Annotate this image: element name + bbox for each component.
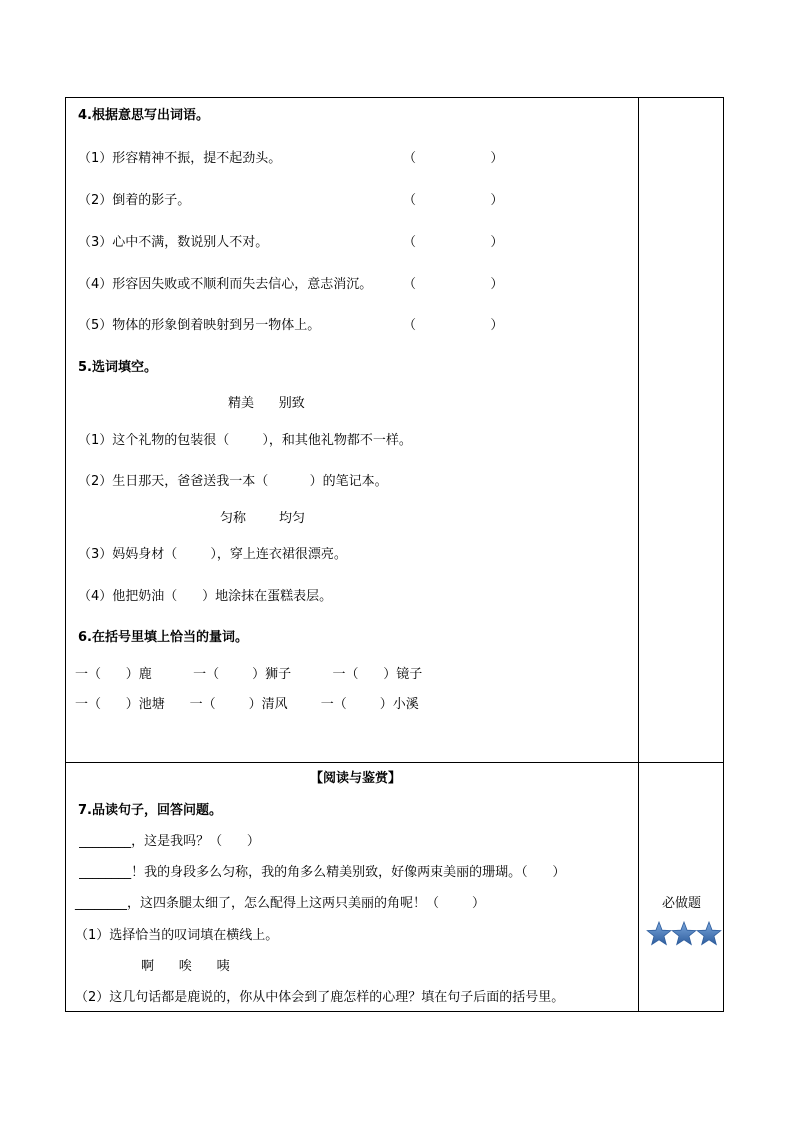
- s4-item-5: （5）物体的形象倒着映射到另一物体上。: [78, 318, 321, 333]
- difficulty-stars: [646, 920, 722, 948]
- r-question-1: （1）选择恰当的叹词填在横线上。: [75, 928, 279, 943]
- s4-item-3: （3）心中不满，数说别人不对。: [78, 235, 269, 250]
- s5-question-2: （2）生日那天，爸爸送我一本（ ）的笔记本。: [78, 474, 388, 489]
- s5-question-4: （4）他把奶油（ ）地涂抹在蛋糕表层。: [78, 589, 333, 604]
- s4-blank-5: （ ）: [403, 318, 504, 333]
- s4-item-4: （4）形容因失败或不顺利而失去信心，意志消沉。: [78, 277, 373, 292]
- section-5-title: 5.选词填空。: [78, 360, 157, 375]
- star-icon-1: [647, 922, 671, 945]
- section-4-title: 4.根据意思写出词语。: [78, 108, 209, 123]
- s4-item-2: （2）倒着的影子。: [78, 193, 191, 208]
- s4-blank-4: （ ）: [403, 277, 504, 292]
- required-label: 必做题: [661, 896, 701, 911]
- s5-question-1: （1）这个礼物的包装很（ ），和其他礼物都不一样。: [78, 433, 412, 448]
- s6-row-1: 一（ ）鹿 一（ ）狮子 一（ ）镜子: [75, 667, 423, 682]
- row-divider: [65, 762, 724, 763]
- s4-blank-1: （ ）: [403, 151, 504, 166]
- r-sentence-3: ________，这四条腿太细了，怎么配得上这两只美丽的角呢！（ ）: [75, 896, 486, 911]
- reading-header: 【阅读与鉴赏】: [310, 771, 402, 786]
- star-icon-3: [697, 922, 721, 945]
- r-interjections: 啊 唉 咦: [141, 959, 230, 974]
- section-6-title: 6.在括号里填上恰当的量词。: [78, 630, 248, 645]
- s6-row-2: 一（ ）池塘 一（ ）清风 一（ ）小溪: [75, 697, 419, 712]
- r-sentence-2: ________！我的身段多么匀称，我的角多么精美别致，好像两束美丽的珊瑚。（ ）: [75, 865, 566, 880]
- star-icon-2: [672, 922, 696, 945]
- s4-blank-2: （ ）: [403, 193, 504, 208]
- r-question-2: （2）这几句话都是鹿说的，你从中体会到了鹿怎样的心理？填在句子后面的括号里。: [75, 990, 565, 1005]
- s5-word-choices-2: 匀称 均匀: [220, 511, 306, 526]
- section-7-title: 7.品读句子，回答问题。: [78, 803, 222, 818]
- r-sentence-1: ________，这是我吗？（ ）: [75, 834, 260, 849]
- s4-blank-3: （ ）: [403, 235, 504, 250]
- s5-word-choices-1: 精美 别致: [228, 396, 305, 411]
- s4-item-1: （1）形容精神不振，提不起劲头。: [78, 151, 282, 166]
- column-divider: [638, 97, 639, 1012]
- s5-question-3: （3）妈妈身材（ ），穿上连衣裙很漂亮。: [78, 547, 347, 562]
